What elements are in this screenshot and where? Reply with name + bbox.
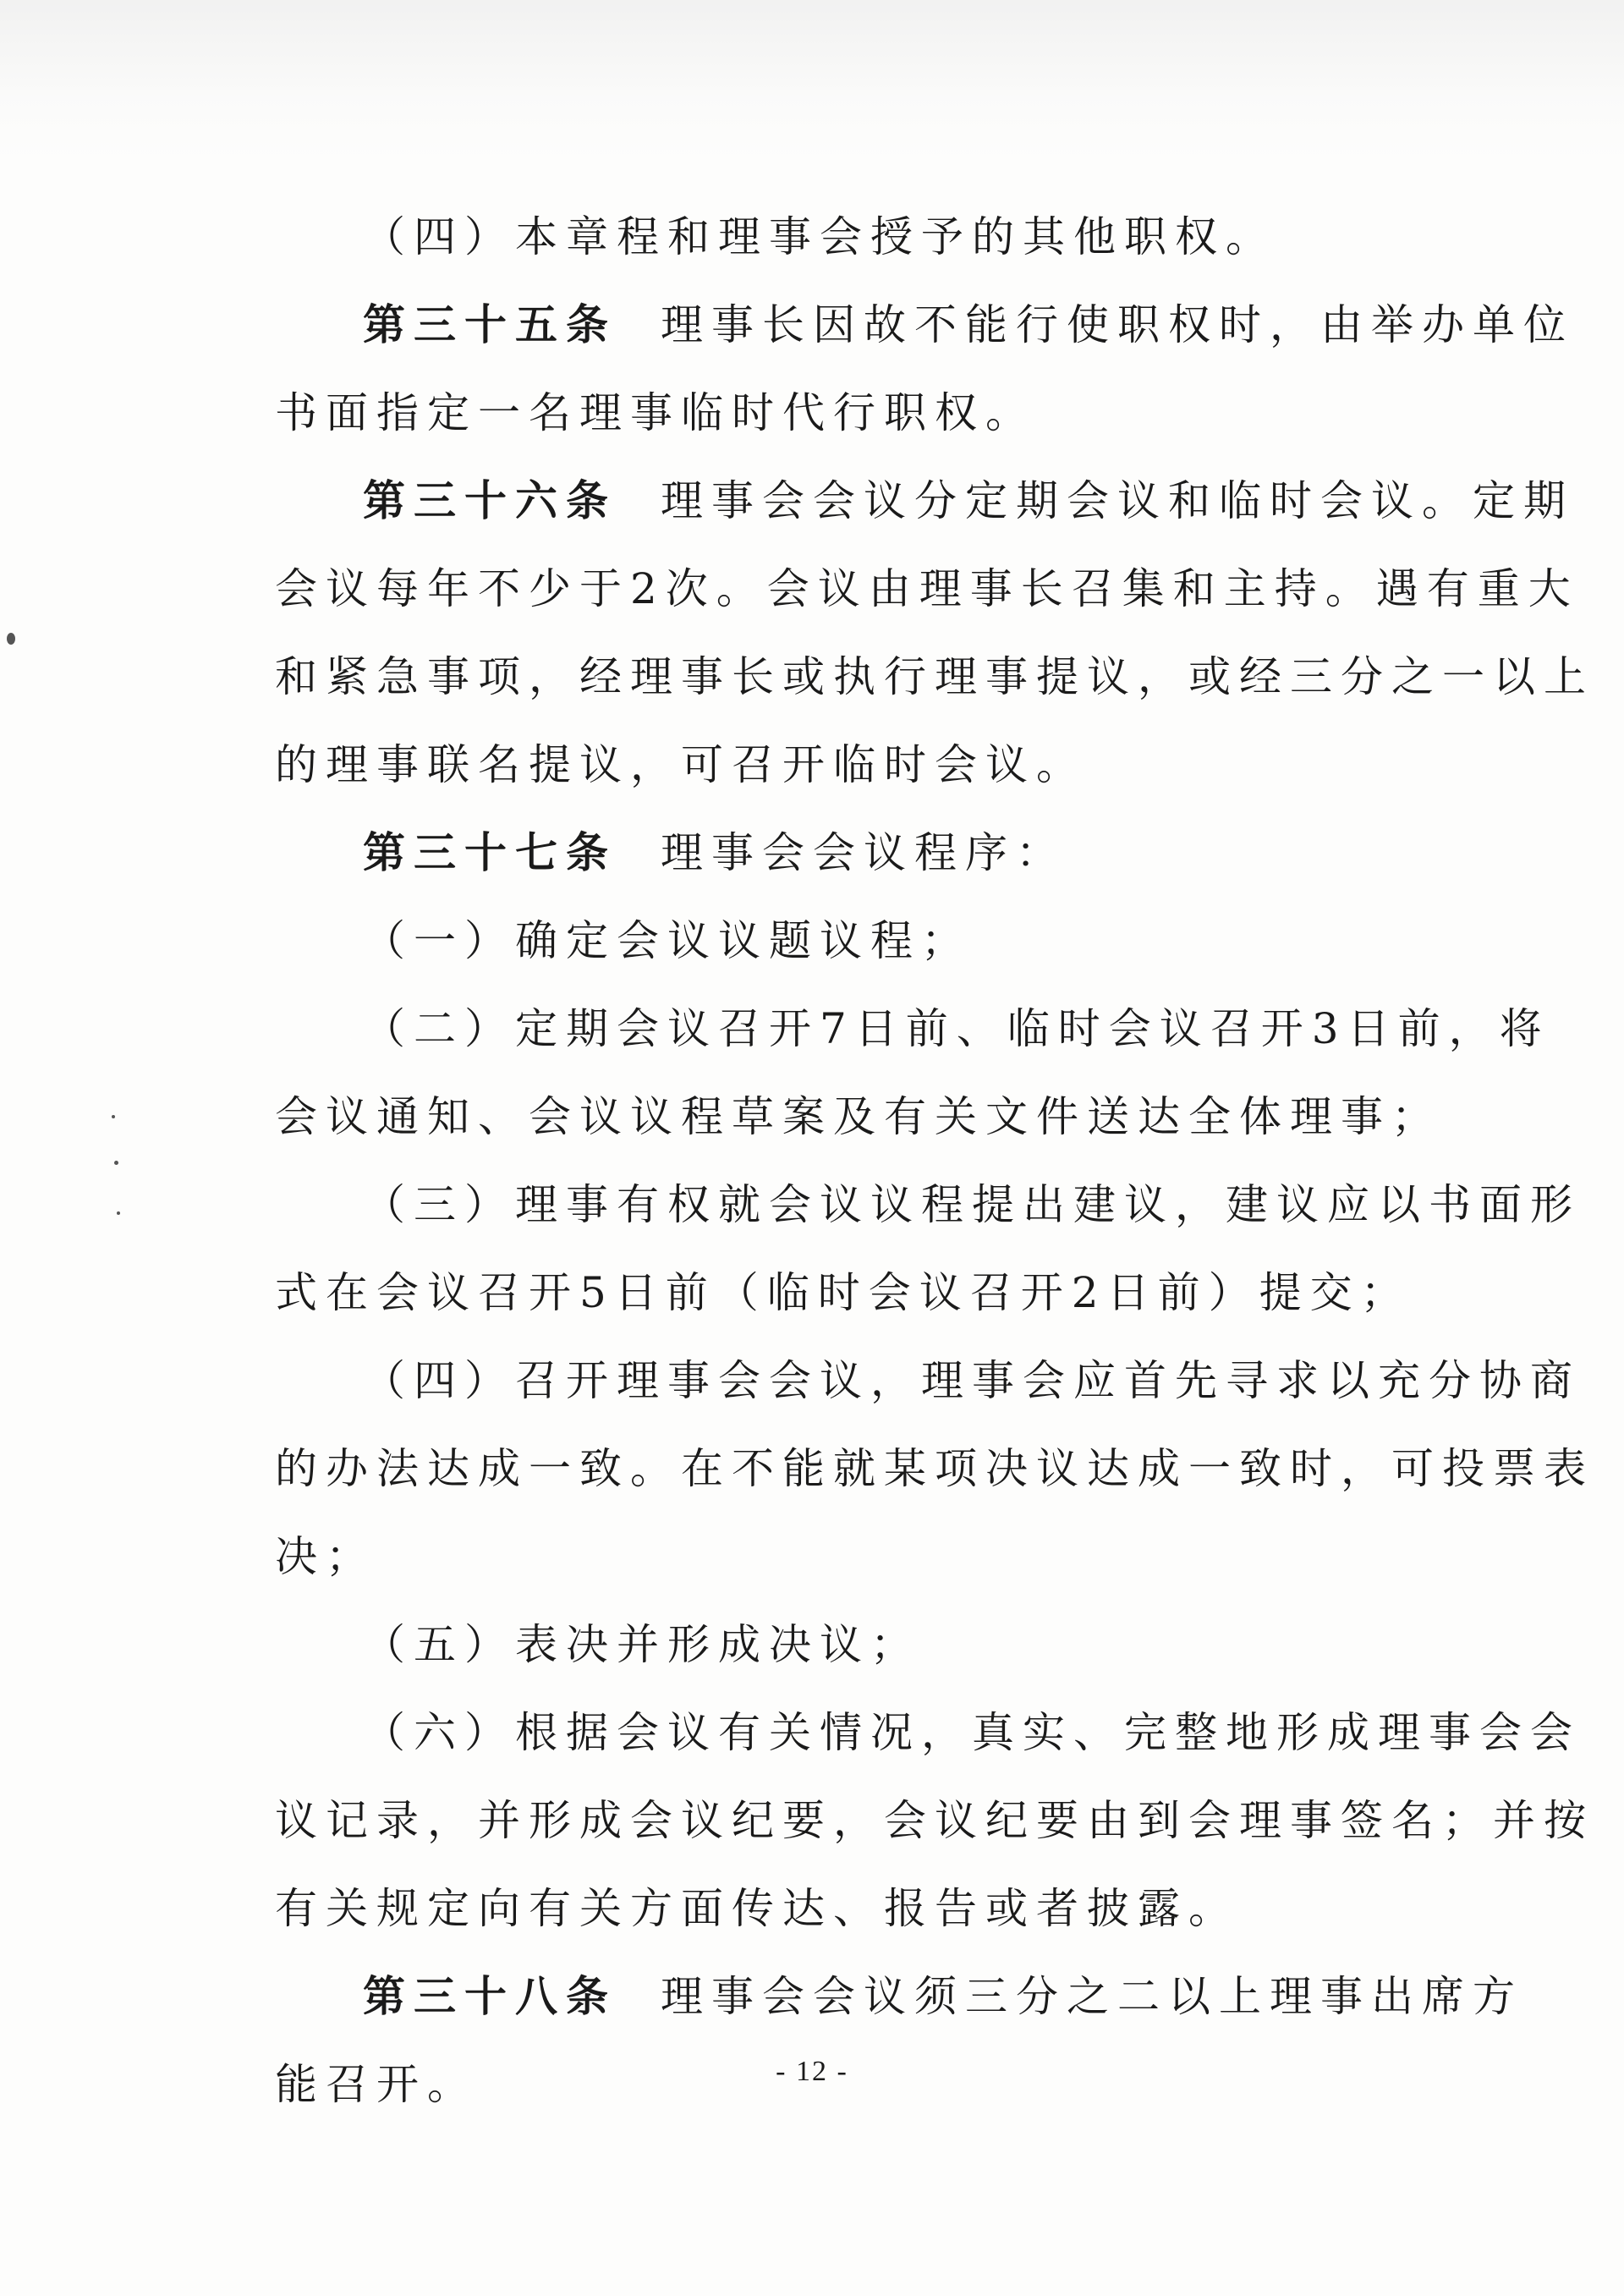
- scan-artifact-band: [0, 0, 1624, 161]
- text-line: （一）确定会议议题议程；: [363, 916, 972, 965]
- article-line: [275, 457, 1574, 545]
- text-line: 会议每年不少于2次。会议由理事长召集和主持。遇有重大: [275, 564, 1579, 613]
- text-span: 理事会会议须三分之二以上理事出席方: [661, 1972, 1523, 2021]
- text-line: 会议通知、会议议程草案及有关文件送达全体理事；: [275, 1092, 1442, 1141]
- article-heading: 第三十六条: [363, 476, 617, 525]
- document-body: [275, 193, 1594, 2128]
- text-line: （三）理事有权就会议议程提出建议，建议应以书面形: [363, 1180, 1581, 1229]
- text-line: 式在会议召开5日前（临时会议召开2日前）提交；: [275, 1268, 1412, 1317]
- scan-speck: [114, 1161, 118, 1165]
- text-line: 有关规定向有关方面传达、报告或者披露。: [275, 1884, 1239, 1933]
- article-line: [275, 1953, 1523, 2041]
- text-span: 理事会会议程序：: [661, 828, 1067, 877]
- article-heading: 第三十八条: [363, 1972, 617, 2021]
- scan-speck: [117, 1211, 120, 1215]
- article-line: [275, 809, 1417, 897]
- text-span: 理事会会议分定期会议和临时会议。定期: [661, 476, 1574, 525]
- text-line: （四）本章程和理事会授予的其他职权。: [363, 212, 1276, 261]
- text-line: 书面指定一名理事临时代行职权。: [275, 388, 1036, 437]
- text-line: （六）根据会议有关情况，真实、完整地形成理事会会: [363, 1708, 1581, 1757]
- text-line: 的理事联名提议，可召开临时会议。: [275, 740, 1087, 789]
- text-line: （二）定期会议召开7日前、临时会议召开3日前，将: [363, 1004, 1550, 1053]
- text-line: （五）表决并形成决议；: [363, 1620, 921, 1669]
- article-heading: 第三十五条: [363, 300, 617, 349]
- text-span: 理事长因故不能行使职权时，由举办单位: [661, 300, 1574, 349]
- scan-speck: [112, 1115, 115, 1118]
- text-line: 和紧急事项，经理事长或执行理事提议，或经三分之一以上: [275, 652, 1594, 701]
- article-line: [275, 281, 1574, 369]
- text-line: 的办法达成一致。在不能就某项决议达成一致时，可投票表: [275, 1444, 1594, 1493]
- text-line: 能召开。: [275, 2060, 478, 2109]
- page-number: - 12 -: [776, 2056, 848, 2087]
- text-line: 议记录，并形成会议纪要，会议纪要由到会理事签名；并按: [275, 1796, 1594, 1845]
- article-heading: 第三十七条: [363, 828, 617, 877]
- scan-speck: [7, 633, 15, 645]
- text-line: （四）召开理事会会议，理事会应首先寻求以充分协商: [363, 1356, 1581, 1405]
- text-line: 决；: [275, 1532, 376, 1581]
